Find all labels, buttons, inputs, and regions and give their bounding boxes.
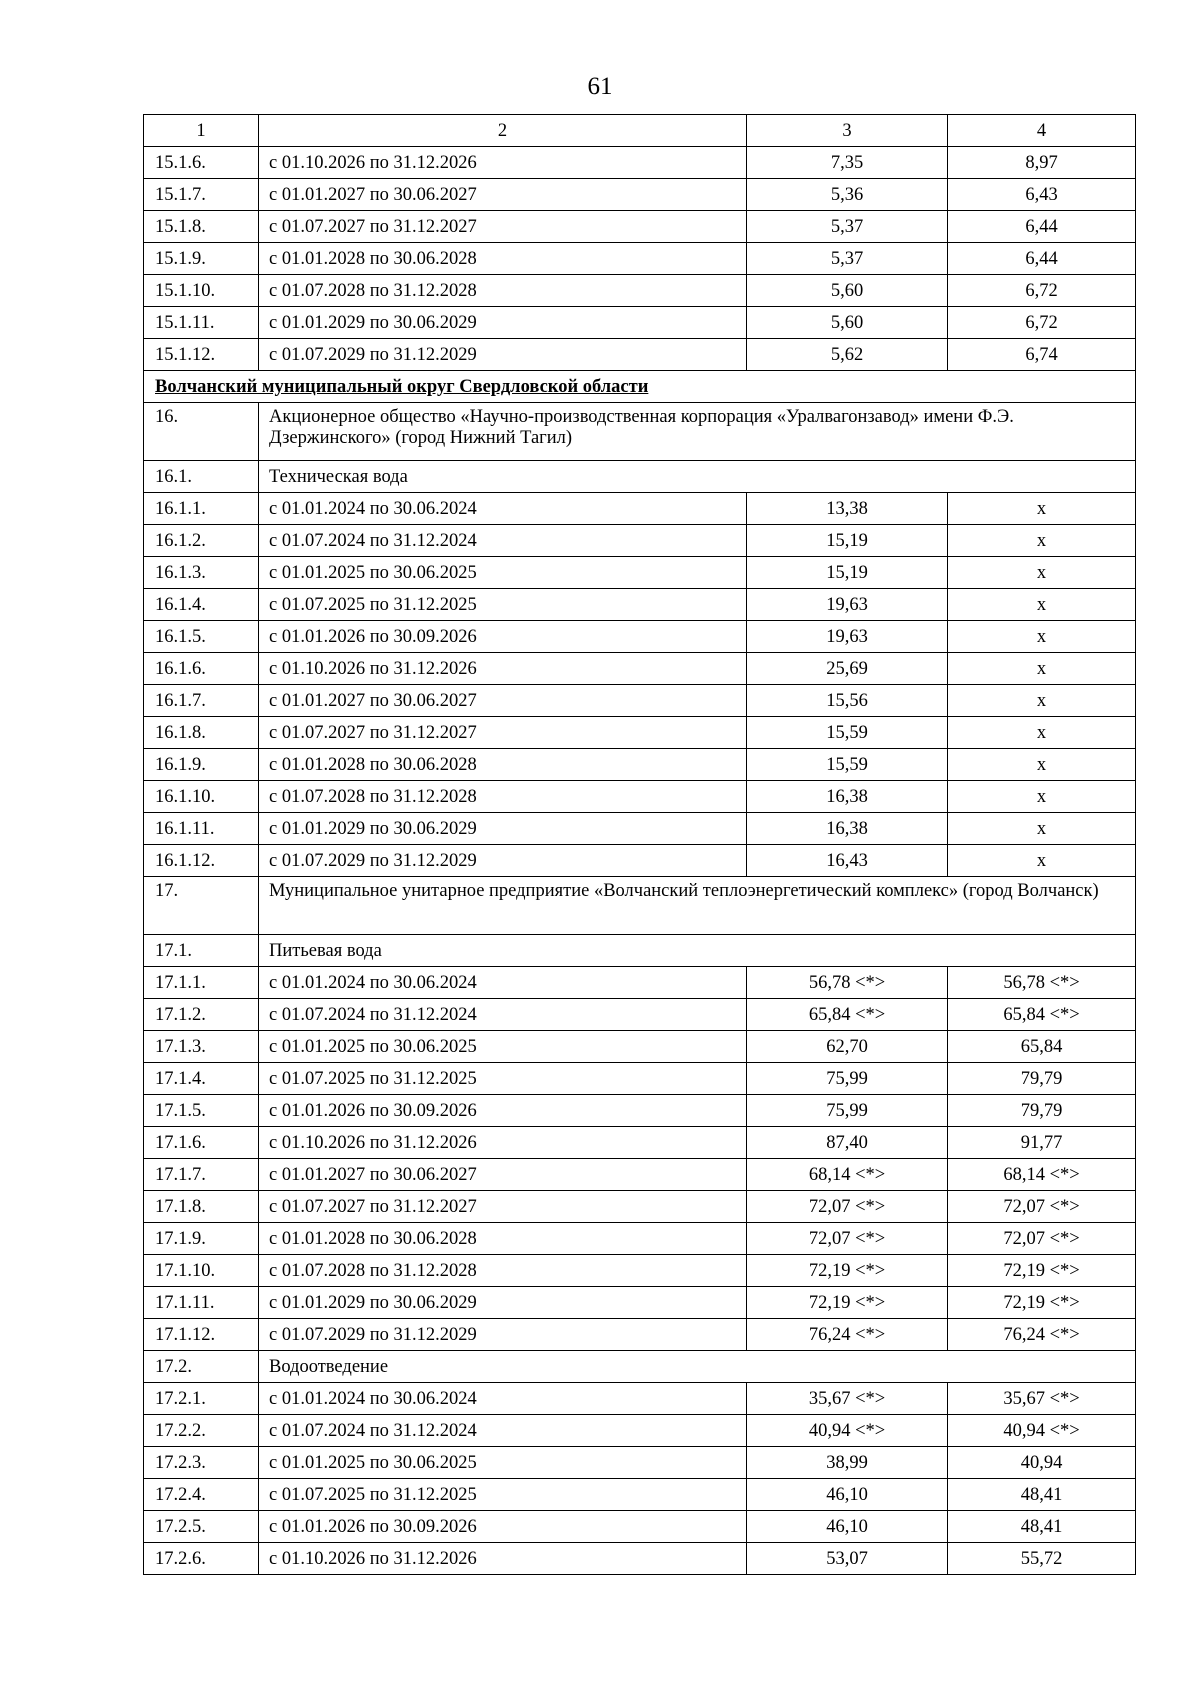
row-number: 17.1.1. [144, 967, 259, 999]
table-row [144, 1447, 1136, 1479]
table-row [144, 781, 1136, 813]
table-row [144, 685, 1136, 717]
row-value-col4: 35,67 <*> [948, 1383, 1136, 1415]
region-heading: Волчанский муниципальный округ Свердловской области [144, 371, 1136, 403]
row-value-col4: 48,41 [948, 1511, 1136, 1543]
row-number: 16.1.10. [144, 781, 259, 813]
service-row [144, 935, 1136, 967]
row-value-col3: 72,07 <*> [747, 1191, 948, 1223]
row-number: 17.2.2. [144, 1415, 259, 1447]
row-period: с 01.07.2025 по 31.12.2025 [259, 1063, 747, 1095]
organization-row [144, 403, 1136, 461]
row-number: 17.2.3. [144, 1447, 259, 1479]
row-value-col4: 72,07 <*> [948, 1191, 1136, 1223]
table-row [144, 1159, 1136, 1191]
row-period: с 01.01.2024 по 30.06.2024 [259, 1383, 747, 1415]
table-row [144, 275, 1136, 307]
row-value-col3: 40,94 <*> [747, 1415, 948, 1447]
table-row [144, 967, 1136, 999]
row-number: 16.1.5. [144, 621, 259, 653]
row-value-col3: 76,24 <*> [747, 1319, 948, 1351]
row-period: с 01.07.2028 по 31.12.2028 [259, 275, 747, 307]
row-value-col3: 72,19 <*> [747, 1287, 948, 1319]
row-number: 17.1.4. [144, 1063, 259, 1095]
row-number: 17.1.3. [144, 1031, 259, 1063]
table-row [144, 1095, 1136, 1127]
row-value-col3: 25,69 [747, 653, 948, 685]
row-number: 15.1.9. [144, 243, 259, 275]
row-number: 16.1.12. [144, 845, 259, 877]
row-value-col3: 15,59 [747, 717, 948, 749]
row-period: с 01.07.2027 по 31.12.2027 [259, 1191, 747, 1223]
row-period: с 01.10.2026 по 31.12.2026 [259, 1543, 747, 1575]
row-value-col3: 38,99 [747, 1447, 948, 1479]
region-heading-row [144, 371, 1136, 403]
row-value-col3: 5,37 [747, 243, 948, 275]
column-header: 4 [948, 115, 1136, 147]
table-row [144, 1383, 1136, 1415]
row-period: с 01.01.2027 по 30.06.2027 [259, 179, 747, 211]
row-period: с 01.01.2025 по 30.06.2025 [259, 1447, 747, 1479]
table-row [144, 211, 1136, 243]
row-value-col4: x [948, 781, 1136, 813]
table-row [144, 1543, 1136, 1575]
row-value-col4: 72,19 <*> [948, 1255, 1136, 1287]
row-value-col3: 62,70 [747, 1031, 948, 1063]
row-number: 15.1.7. [144, 179, 259, 211]
row-value-col3: 5,36 [747, 179, 948, 211]
row-value-col4: 68,14 <*> [948, 1159, 1136, 1191]
column-header: 2 [259, 115, 747, 147]
row-period: с 01.01.2029 по 30.06.2029 [259, 1287, 747, 1319]
row-period: с 01.07.2029 по 31.12.2029 [259, 339, 747, 371]
table-header-row [144, 115, 1136, 147]
table-row [144, 813, 1136, 845]
row-value-col4: 40,94 [948, 1447, 1136, 1479]
row-value-col4: 72,19 <*> [948, 1287, 1136, 1319]
tariff-table [143, 114, 1136, 1575]
organization-name: Муниципальное унитарное предприятие «Волчанский теплоэнергетический комплекс» (город Волчанск) [259, 877, 1136, 935]
table-row [144, 1255, 1136, 1287]
row-value-col4: 65,84 [948, 1031, 1136, 1063]
row-number: 17.1.8. [144, 1191, 259, 1223]
service-name: Питьевая вода [259, 935, 1136, 967]
tariff-table-body [144, 115, 1136, 1575]
row-period: с 01.01.2025 по 30.06.2025 [259, 557, 747, 589]
row-period: с 01.01.2029 по 30.06.2029 [259, 813, 747, 845]
table-row [144, 1191, 1136, 1223]
row-period: с 01.07.2028 по 31.12.2028 [259, 781, 747, 813]
row-number: 16.1.3. [144, 557, 259, 589]
row-value-col3: 35,67 <*> [747, 1383, 948, 1415]
organization-row [144, 877, 1136, 935]
row-value-col3: 15,19 [747, 557, 948, 589]
row-number: 17.1.9. [144, 1223, 259, 1255]
row-period: с 01.10.2026 по 31.12.2026 [259, 653, 747, 685]
table-row [144, 621, 1136, 653]
row-period: с 01.01.2028 по 30.06.2028 [259, 1223, 747, 1255]
row-value-col4: x [948, 813, 1136, 845]
row-value-col4: 55,72 [948, 1543, 1136, 1575]
row-number: 17.1.12. [144, 1319, 259, 1351]
row-number: 15.1.12. [144, 339, 259, 371]
row-value-col3: 19,63 [747, 589, 948, 621]
row-value-col3: 72,07 <*> [747, 1223, 948, 1255]
table-row [144, 243, 1136, 275]
table-row [144, 147, 1136, 179]
row-period: с 01.01.2029 по 30.06.2029 [259, 307, 747, 339]
service-name: Водоотведение [259, 1351, 1136, 1383]
row-value-col4: x [948, 621, 1136, 653]
table-row [144, 339, 1136, 371]
row-value-col3: 16,38 [747, 813, 948, 845]
table-row [144, 179, 1136, 211]
table-row [144, 717, 1136, 749]
row-value-col3: 46,10 [747, 1511, 948, 1543]
row-value-col3: 13,38 [747, 493, 948, 525]
row-value-col4: 6,44 [948, 211, 1136, 243]
row-value-col3: 16,43 [747, 845, 948, 877]
table-row [144, 1127, 1136, 1159]
page-number: 61 [587, 73, 613, 100]
row-value-col3: 16,38 [747, 781, 948, 813]
row-number: 17.1.6. [144, 1127, 259, 1159]
row-period: с 01.07.2029 по 31.12.2029 [259, 845, 747, 877]
organization-name: Акционерное общество «Научно-производственная корпорация «Уралвагонзавод» имени Ф.Э. Дзержинского» (город Нижний Тагил) [259, 403, 1136, 461]
row-value-col3: 68,14 <*> [747, 1159, 948, 1191]
row-value-col4: x [948, 653, 1136, 685]
row-period: с 01.10.2026 по 31.12.2026 [259, 147, 747, 179]
row-number: 15.1.10. [144, 275, 259, 307]
row-number: 16.1.9. [144, 749, 259, 781]
row-value-col4: 6,74 [948, 339, 1136, 371]
row-number: 16.1. [144, 461, 259, 493]
row-number: 16.1.6. [144, 653, 259, 685]
table-row [144, 1479, 1136, 1511]
row-number: 16.1.1. [144, 493, 259, 525]
row-period: с 01.10.2026 по 31.12.2026 [259, 1127, 747, 1159]
row-number: 17.1.5. [144, 1095, 259, 1127]
row-number: 17.2.6. [144, 1543, 259, 1575]
table-row [144, 1287, 1136, 1319]
row-value-col4: 6,72 [948, 307, 1136, 339]
row-value-col4: x [948, 845, 1136, 877]
row-value-col4: 79,79 [948, 1063, 1136, 1095]
table-row [144, 653, 1136, 685]
table-row [144, 1415, 1136, 1447]
row-value-col4: x [948, 493, 1136, 525]
row-number: 16.1.8. [144, 717, 259, 749]
row-value-col3: 15,19 [747, 525, 948, 557]
row-period: с 01.07.2027 по 31.12.2027 [259, 717, 747, 749]
table-row [144, 749, 1136, 781]
row-period: с 01.07.2024 по 31.12.2024 [259, 1415, 747, 1447]
table-row [144, 1223, 1136, 1255]
table-row [144, 307, 1136, 339]
table-row [144, 557, 1136, 589]
row-value-col3: 5,60 [747, 275, 948, 307]
table-row [144, 999, 1136, 1031]
row-value-col4: 48,41 [948, 1479, 1136, 1511]
row-value-col4: x [948, 749, 1136, 781]
row-value-col3: 75,99 [747, 1095, 948, 1127]
row-period: с 01.07.2025 по 31.12.2025 [259, 1479, 747, 1511]
row-value-col4: x [948, 589, 1136, 621]
row-value-col4: 40,94 <*> [948, 1415, 1136, 1447]
table-row [144, 589, 1136, 621]
row-period: с 01.01.2024 по 30.06.2024 [259, 967, 747, 999]
row-period: с 01.01.2026 по 30.09.2026 [259, 1095, 747, 1127]
row-value-col4: x [948, 525, 1136, 557]
row-period: с 01.01.2026 по 30.09.2026 [259, 621, 747, 653]
row-period: с 01.01.2028 по 30.06.2028 [259, 749, 747, 781]
row-number: 16.1.7. [144, 685, 259, 717]
row-number: 17.1.10. [144, 1255, 259, 1287]
row-number: 16.1.4. [144, 589, 259, 621]
service-row [144, 461, 1136, 493]
row-value-col3: 5,62 [747, 339, 948, 371]
row-number: 17.1. [144, 935, 259, 967]
row-value-col4: 6,43 [948, 179, 1136, 211]
row-value-col4: 79,79 [948, 1095, 1136, 1127]
row-number: 17.1.7. [144, 1159, 259, 1191]
row-period: с 01.01.2028 по 30.06.2028 [259, 243, 747, 275]
row-value-col3: 53,07 [747, 1543, 948, 1575]
row-period: с 01.07.2024 по 31.12.2024 [259, 999, 747, 1031]
row-period: с 01.07.2028 по 31.12.2028 [259, 1255, 747, 1287]
row-value-col4: 6,72 [948, 275, 1136, 307]
row-period: с 01.07.2024 по 31.12.2024 [259, 525, 747, 557]
row-number: 16.1.2. [144, 525, 259, 557]
row-value-col4: x [948, 685, 1136, 717]
row-number: 16. [144, 403, 259, 461]
row-number: 15.1.8. [144, 211, 259, 243]
row-value-col4: x [948, 557, 1136, 589]
row-value-col4: 56,78 <*> [948, 967, 1136, 999]
row-period: с 01.01.2027 по 30.06.2027 [259, 1159, 747, 1191]
row-value-col3: 75,99 [747, 1063, 948, 1095]
service-name: Техническая вода [259, 461, 1136, 493]
row-period: с 01.01.2024 по 30.06.2024 [259, 493, 747, 525]
row-value-col4: 6,44 [948, 243, 1136, 275]
row-number: 17.2.4. [144, 1479, 259, 1511]
table-row [144, 1511, 1136, 1543]
table-row [144, 845, 1136, 877]
column-header: 1 [144, 115, 259, 147]
row-value-col3: 15,56 [747, 685, 948, 717]
row-value-col4: 91,77 [948, 1127, 1136, 1159]
row-value-col4: 8,97 [948, 147, 1136, 179]
row-value-col3: 5,37 [747, 211, 948, 243]
row-value-col4: 72,07 <*> [948, 1223, 1136, 1255]
row-value-col4: 76,24 <*> [948, 1319, 1136, 1351]
row-number: 17.2. [144, 1351, 259, 1383]
row-value-col3: 19,63 [747, 621, 948, 653]
row-period: с 01.07.2029 по 31.12.2029 [259, 1319, 747, 1351]
row-value-col3: 7,35 [747, 147, 948, 179]
row-value-col3: 46,10 [747, 1479, 948, 1511]
row-period: с 01.01.2026 по 30.09.2026 [259, 1511, 747, 1543]
row-period: с 01.07.2025 по 31.12.2025 [259, 589, 747, 621]
row-value-col3: 15,59 [747, 749, 948, 781]
row-number: 17.1.2. [144, 999, 259, 1031]
table-row [144, 1063, 1136, 1095]
row-number: 17. [144, 877, 259, 935]
row-number: 17.2.5. [144, 1511, 259, 1543]
table-row [144, 493, 1136, 525]
row-value-col4: x [948, 717, 1136, 749]
row-number: 17.1.11. [144, 1287, 259, 1319]
row-value-col3: 72,19 <*> [747, 1255, 948, 1287]
row-value-col4: 65,84 <*> [948, 999, 1136, 1031]
row-number: 17.2.1. [144, 1383, 259, 1415]
row-number: 15.1.11. [144, 307, 259, 339]
row-period: с 01.01.2025 по 30.06.2025 [259, 1031, 747, 1063]
table-row [144, 1031, 1136, 1063]
row-number: 15.1.6. [144, 147, 259, 179]
row-value-col3: 56,78 <*> [747, 967, 948, 999]
row-value-col3: 5,60 [747, 307, 948, 339]
row-period: с 01.01.2027 по 30.06.2027 [259, 685, 747, 717]
row-value-col3: 65,84 <*> [747, 999, 948, 1031]
table-row [144, 1319, 1136, 1351]
row-number: 16.1.11. [144, 813, 259, 845]
service-row [144, 1351, 1136, 1383]
row-period: с 01.07.2027 по 31.12.2027 [259, 211, 747, 243]
row-value-col3: 87,40 [747, 1127, 948, 1159]
table-row [144, 525, 1136, 557]
column-header: 3 [747, 115, 948, 147]
